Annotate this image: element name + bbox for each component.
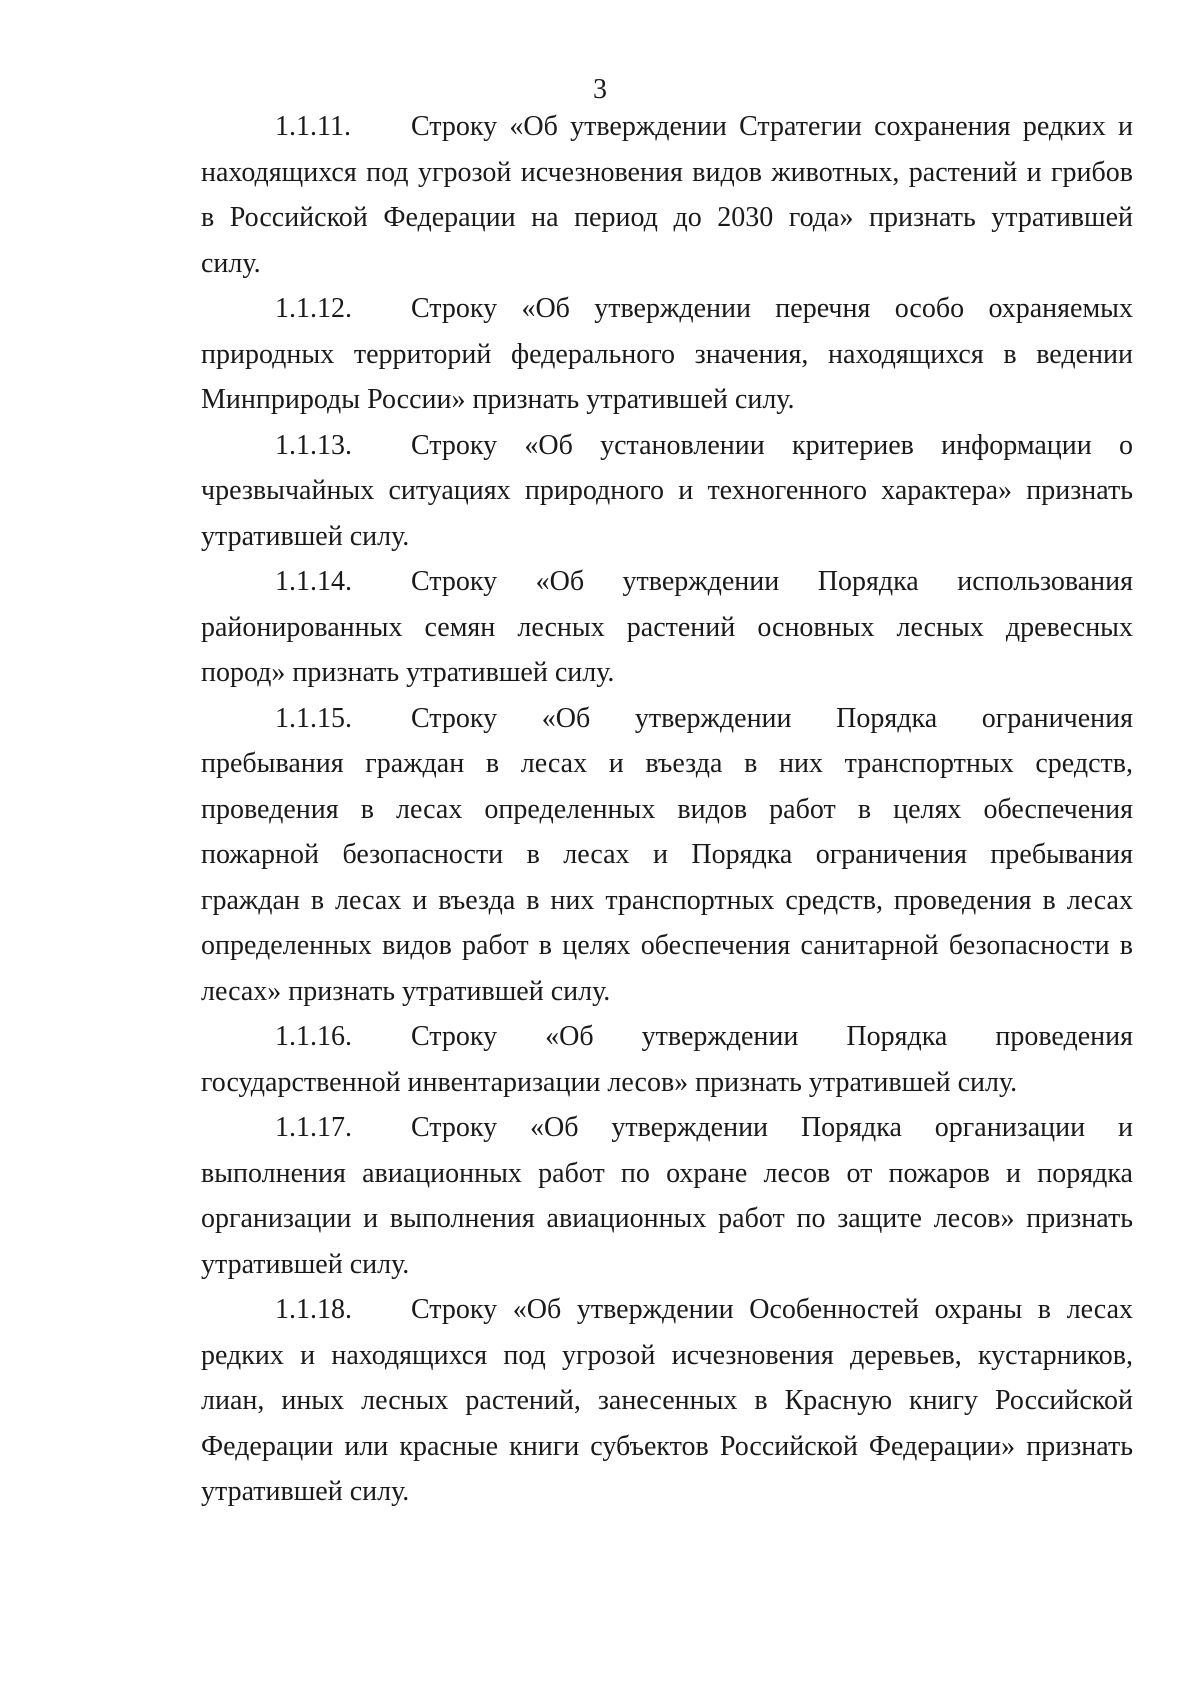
clause-text-line: граждан в лесах и въезда в них транспортных средств, проведения в лесах xyxy=(201,884,1133,916)
clause-text-line: пожарной безопасности в лесах и Порядка ограничения пребывания xyxy=(201,839,1133,870)
clause-lead-text: Строку «Об утверждении перечня особо охраняемых xyxy=(411,293,1133,324)
clause-first-line xyxy=(201,1014,1133,1060)
clause-number: 1.1.18. xyxy=(275,1294,352,1325)
clause xyxy=(201,286,1133,423)
clause-text-line: редких и находящихся под угрозой исчезновения деревьев, кустарников, xyxy=(201,1339,1133,1371)
clause-text-line: утратившей силу. xyxy=(201,1476,410,1507)
clause-number: 1.1.13. xyxy=(275,429,352,461)
clause-text-line: определенных видов работ в целях обеспечения санитарной безопасности в xyxy=(201,930,1133,961)
clause-number: 1.1.16. xyxy=(275,1021,352,1052)
clause-text-line: государственной инвентаризации лесов» признать утратившей силу. xyxy=(201,1066,1018,1098)
clause xyxy=(201,696,1133,1015)
clause-number: 1.1.14. xyxy=(275,566,352,597)
clause-text-line: Федерации или красные книги субъектов Российской Федерации» признать xyxy=(201,1430,1133,1462)
clause xyxy=(201,423,1133,560)
clause-number: 1.1.17. xyxy=(275,1112,352,1143)
clause-text-line: Минприроды России» признать утратившей силу. xyxy=(201,384,795,415)
clause-lead-text: Строку «Об установлении критериев информации о xyxy=(411,429,1133,461)
clause-first-line xyxy=(201,104,1133,150)
clause-number: 1.1.11. xyxy=(275,111,351,142)
clause xyxy=(201,1105,1133,1287)
clause-first-line xyxy=(201,423,1133,469)
clause-text-line: пребывания граждан в лесах и въезда в них транспортных средств, xyxy=(201,748,1133,779)
document-body xyxy=(201,104,1133,1515)
clause-text-line: лесах» признать утратившей силу. xyxy=(201,975,611,1007)
clause-first-line xyxy=(201,286,1133,332)
clause-lead-text: Строку «Об утверждении Порядка организации и xyxy=(411,1112,1133,1143)
clause-text-line: утратившей силу. xyxy=(201,1248,410,1280)
clause-lead-text: Строку «Об утверждении Порядка использования xyxy=(411,566,1133,597)
clause-lead-text: Строку «Об утверждении Особенностей охраны в лесах xyxy=(411,1294,1133,1325)
clause-text-line: пород» признать утратившей силу. xyxy=(201,657,615,688)
clause-text-line: лиан, иных лесных растений, занесенных в Красную книгу Российской xyxy=(201,1385,1133,1416)
clause-text-line: силу. xyxy=(201,247,261,279)
clause-lead-text: Строку «Об утверждении Порядка проведения xyxy=(411,1021,1133,1052)
clause-text-line: организации и выполнения авиационных работ по защите лесов» признать xyxy=(201,1203,1133,1234)
clause-text-line: природных территорий федерального значения, находящихся в ведении xyxy=(201,338,1133,370)
clause-text-line: находящихся под угрозой исчезновения видов животных, растений и грибов xyxy=(201,156,1133,188)
clause-first-line xyxy=(201,1287,1133,1333)
clause-lead-text: Строку «Об утверждении Порядка ограничения xyxy=(411,702,1133,734)
clause xyxy=(201,559,1133,696)
clause-first-line xyxy=(201,1105,1133,1151)
clause-first-line xyxy=(201,696,1133,742)
clause-text-line: выполнения авиационных работ по охране лесов от пожаров и порядка xyxy=(201,1157,1133,1189)
page-number: 3 xyxy=(593,74,607,105)
clause-text-line: утратившей силу. xyxy=(201,520,410,552)
clause-text-line: проведения в лесах определенных видов работ в целях обеспечения xyxy=(201,793,1133,825)
clause-text-line: в Российской Федерации на период до 2030 года» признать утратившей xyxy=(201,202,1133,233)
clause-first-line xyxy=(201,559,1133,605)
clause-text-line: чрезвычайных ситуациях природного и техногенного характера» признать xyxy=(201,475,1133,506)
clause xyxy=(201,104,1133,286)
clause-number: 1.1.15. xyxy=(275,702,352,734)
clause-lead-text: Строку «Об утверждении Стратегии сохранения редких и xyxy=(411,111,1133,142)
clause xyxy=(201,1287,1133,1515)
clause-number: 1.1.12. xyxy=(275,293,352,324)
clause-text-line: районированных семян лесных растений основных лесных древесных xyxy=(201,611,1133,643)
clause xyxy=(201,1014,1133,1105)
